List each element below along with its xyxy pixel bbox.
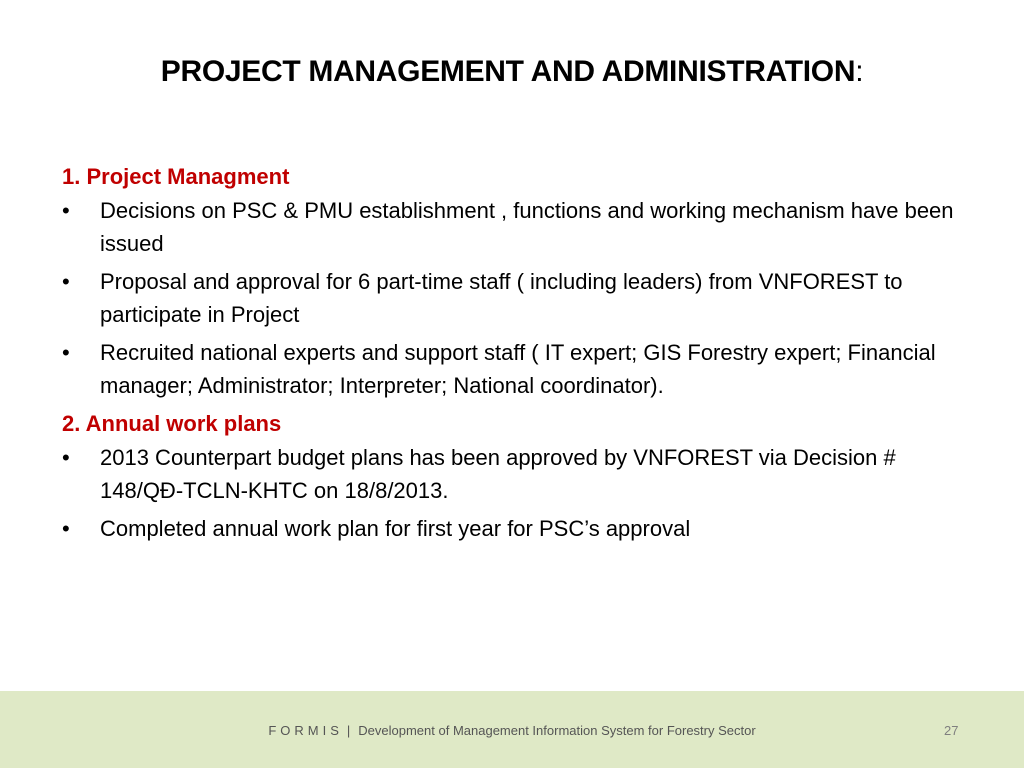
bullet-list-project-management <box>62 194 962 402</box>
bullet-glyph: • <box>62 269 70 294</box>
slide-title-text: PROJECT MANAGEMENT AND ADMINISTRATION <box>160 55 856 88</box>
bullet-glyph: • <box>62 198 70 223</box>
bullet-text: Completed annual work plan for first year for PSC’s approval <box>100 516 691 541</box>
slide-body <box>62 160 962 550</box>
bullet-text: Recruited national experts and support staff ( IT expert; GIS Forestry expert; Financial manager; Administrator; Interpreter; National coordinator). <box>100 340 936 398</box>
slide-title-colon: : <box>855 55 864 88</box>
footer-brand: FORMIS <box>268 723 343 738</box>
footer-description: Development of Management Information System for Forestry Sector <box>358 723 756 738</box>
bullet-glyph: • <box>62 516 70 541</box>
footer-caption <box>0 723 1024 738</box>
bullet-glyph: • <box>62 340 70 365</box>
bullet-item <box>62 194 962 260</box>
bullet-item <box>62 441 962 507</box>
bullet-item <box>62 512 962 545</box>
bullet-text: Proposal and approval for 6 part-time staff ( including leaders) from VNFOREST to participate in Project <box>100 269 903 327</box>
slide-footer <box>0 691 1024 768</box>
section-heading-project-management: 1. Project Managment <box>62 164 290 189</box>
section-heading-annual-work-plans: 2. Annual work plans <box>62 411 282 436</box>
bullet-list-annual-work-plans <box>62 441 962 545</box>
bullet-item <box>62 265 962 331</box>
bullet-text: Decisions on PSC & PMU establishment , functions and working mechanism have been issued <box>100 198 954 256</box>
bullet-text: 2013 Counterpart budget plans has been approved by VNFOREST via Decision # 148/QĐ-TCLN-KHTC on 18/8/2013. <box>100 445 896 503</box>
slide-title <box>0 50 1024 94</box>
footer-separator: | <box>346 723 351 738</box>
bullet-item <box>62 336 962 402</box>
bullet-glyph: • <box>62 445 70 470</box>
page-number: 27 <box>944 723 959 738</box>
